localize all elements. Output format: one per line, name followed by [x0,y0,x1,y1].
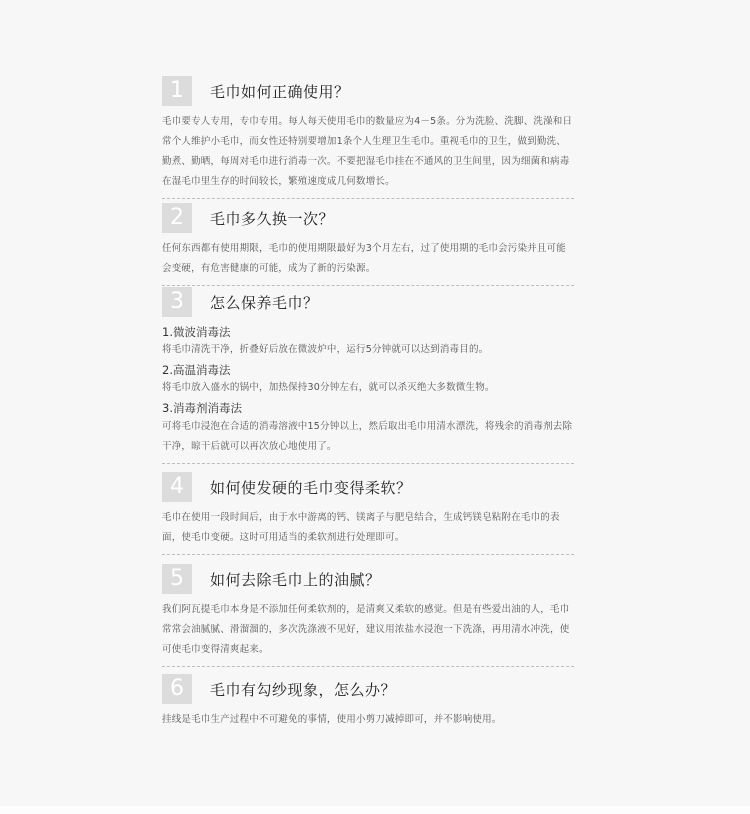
method-microwave [162,323,574,359]
section-title: 如何使发硬的毛巾变得柔软？ [210,478,412,497]
section-header [162,672,574,706]
faq-section-2 [162,201,574,286]
section-number-badge: 3 [162,287,192,317]
section-text: 挂线是毛巾生产过程中不可避免的事情，使用小剪刀减掉即可，并不影响使用。 [162,714,502,725]
section-title: 毛巾如何正确使用？ [210,82,350,101]
faq-section-4 [162,470,574,555]
section-text: 任何东西都有使用期限，毛巾的使用期限最好为3个月左右，过了使用期的毛巾会污染并且可能会变硬，有危害健康的可能，成为了新的污染源。 [162,243,566,274]
faq-section-6 [162,672,574,730]
method-disinfectant [162,399,574,457]
section-number-badge: 6 [162,674,192,704]
section-title: 怎么保养毛巾？ [210,293,319,312]
section-title: 毛巾有勾纱现象，怎么办？ [210,680,397,699]
section-header [162,470,574,504]
section-divider [162,198,574,199]
section-text: 毛巾在使用一段时间后，由于水中游离的钙、镁离子与肥皂结合，生成钙镁皂粘附在毛巾的表面，使毛巾变硬。这时可用适当的柔软剂进行处理即可。 [162,512,560,543]
method-text: 可将毛巾浸泡在合适的消毒溶液中15分钟以上，然后取出毛巾用清水漂洗，将残余的消毒剂去除干净，晾干后就可以再次放心地使用了。 [162,421,573,452]
section-header [162,201,574,235]
section-title: 如何去除毛巾上的油腻？ [210,570,381,589]
faq-section-5 [162,562,574,667]
section-number-badge: 4 [162,472,192,502]
faq-section-1 [162,74,574,199]
section-text: 我们阿瓦提毛巾本身是不添加任何柔软剂的，是清爽又柔软的感觉。但是有些爱出油的人，毛巾常常会油腻腻、滑溜溜的，多次洗涤液不见好，建议用浓盐水浸泡一下洗涤，再用清水冲洗，使可使毛巾变得清爽起来。 [162,604,570,655]
section-divider [162,554,574,555]
maintenance-methods [162,323,574,457]
section-header [162,562,574,596]
section-number-badge: 2 [162,203,192,233]
section-divider [162,463,574,464]
method-title: 2.高温消毒法 [162,363,231,377]
section-header [162,285,574,319]
section-number-badge: 5 [162,564,192,594]
method-text: 将毛巾清洗干净，折叠好后放在微波炉中，运行5分钟就可以达到消毒目的。 [162,344,489,355]
section-divider [162,666,574,667]
page-bottom-edge [0,806,750,814]
method-title: 1.微波消毒法 [162,325,231,339]
section-text: 毛巾要专人专用，专巾专用。每人每天使用毛巾的数量应为4－5条。分为洗脸、洗脚、洗澡和日常个人维护小毛巾，而女性还特别要增加1条个人生理卫生毛巾。重视毛巾的卫生，做到勤洗、勤煮、勤晒，每周对毛巾进行消毒一次。不要把湿毛巾挂在不通风的卫生间里，因为细菌和病毒在湿毛巾里生存的时间较长，繁殖速度成几何数增长。 [162,116,573,187]
method-text: 将毛巾放入盛水的锅中，加热保持30分钟左右，就可以杀灭绝大多数微生物。 [162,382,495,393]
faq-section-3 [162,285,574,464]
section-number-badge: 1 [162,76,192,106]
section-header [162,74,574,108]
method-high-temp [162,361,574,397]
method-title: 3.消毒剂消毒法 [162,401,242,415]
section-title: 毛巾多久换一次？ [210,209,335,228]
